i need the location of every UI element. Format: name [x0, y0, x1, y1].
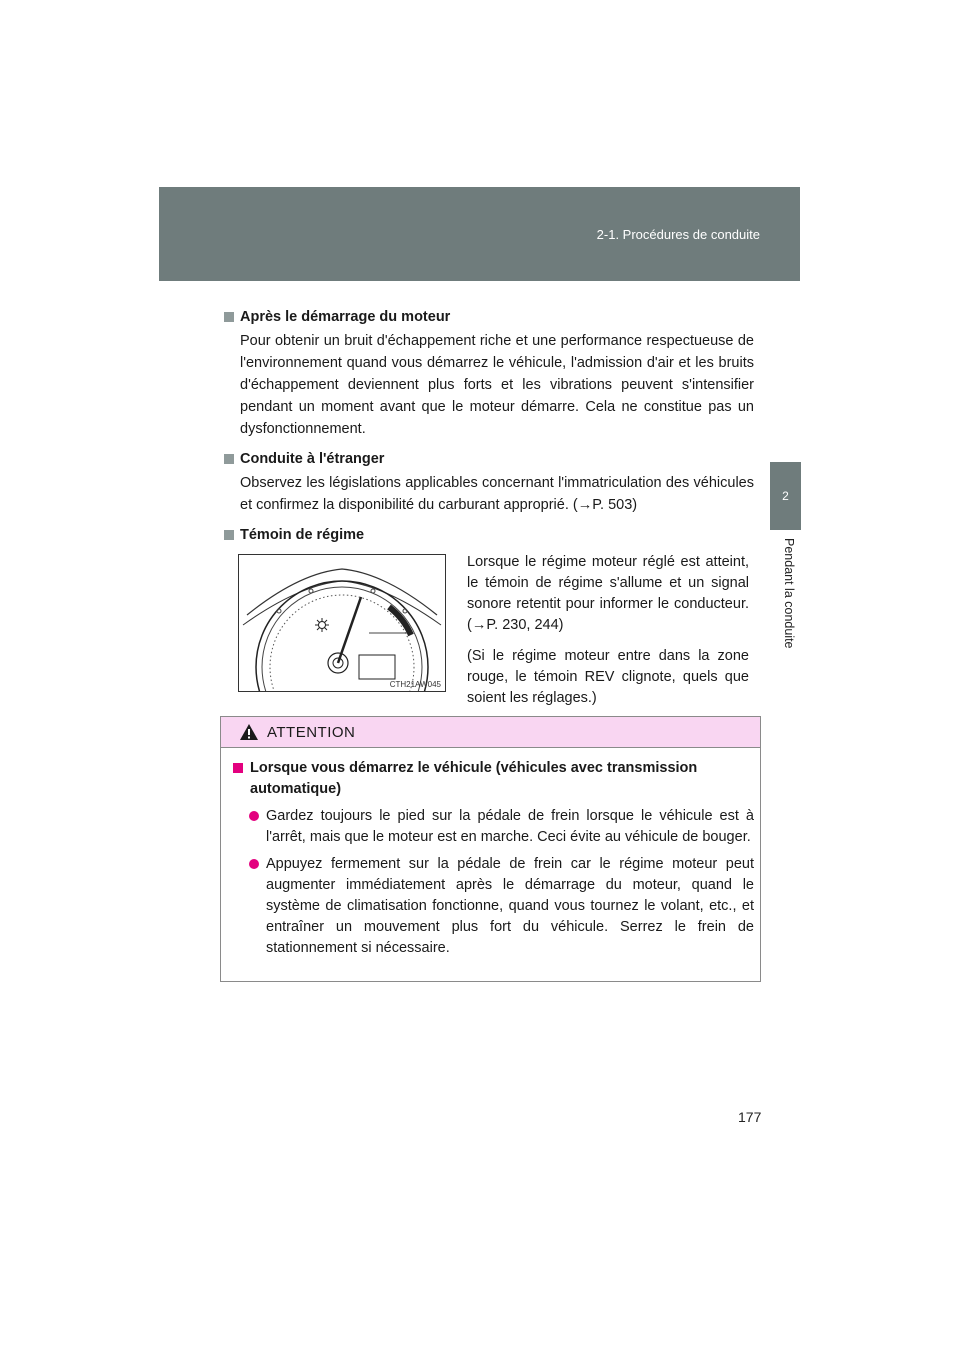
section-paragraph: Pour obtenir un bruit d'échappement riche et une performance respectueuse de l'environnement quand vous démarrez le véhicule, l'admission d'air et les bruits d'échappement deviennent plus forts et les vibrations peuvent s'intensifier pendant un moment avant que le moteur démarre. Cela ne constitue pas un dysfonctionnement. — [240, 333, 754, 437]
figure-caption — [467, 552, 749, 719]
figure-row — [224, 552, 754, 712]
chapter-label: Pendant la conduite — [782, 538, 796, 649]
section-heading-text: Après le démarrage du moteur — [240, 309, 451, 325]
attention-box — [220, 716, 761, 982]
attention-item — [249, 854, 754, 959]
figure-code: CTH21AW045 — [389, 680, 441, 689]
attention-heading-text: Lorsque vous démarrez le véhicule (véhicules avec transmission automatique) — [250, 760, 698, 797]
figure-paragraph: Lorsque le régime moteur réglé est atteint, le témoin de régime s'allume et un signal sonore retentit pour informer le conducteur. (→P. 230, 244) — [467, 554, 749, 633]
dot-bullet-icon — [249, 811, 259, 821]
square-bullet-icon — [233, 763, 243, 773]
chapter-number: 2 — [782, 489, 789, 503]
section-paragraph: Observez les législations applicables concernant l'immatriculation des véhicules et confirmez la disponibilité du carburant approprié. (→P. 503) — [240, 475, 754, 513]
attention-item-text: Gardez toujours le pied sur la pédale de frein lorsque le véhicule est à l'arrêt, mais que le moteur est en marche. Ceci évite au véhicule de bouger. — [266, 808, 754, 845]
section-heading — [224, 306, 754, 328]
attention-title: ATTENTION — [267, 723, 356, 741]
attention-header — [221, 717, 760, 748]
main-content — [224, 306, 754, 712]
chapter-tab — [770, 462, 801, 530]
square-bullet-icon — [224, 530, 234, 540]
figure-paragraph: (Si le régime moteur entre dans la zone rouge, le témoin REV clignote, quels que soient les réglages.) — [467, 648, 749, 706]
section-heading-text: Témoin de régime — [240, 527, 365, 543]
page-number: 177 — [738, 1109, 762, 1125]
square-bullet-icon — [224, 312, 234, 322]
attention-heading — [233, 758, 754, 800]
attention-item — [249, 806, 754, 848]
section-title: 2-1. Procédures de conduite — [596, 227, 760, 242]
dot-bullet-icon — [249, 859, 259, 869]
warning-triangle-icon — [239, 723, 259, 741]
attention-body — [221, 748, 760, 959]
square-bullet-icon — [224, 454, 234, 464]
section-heading-text: Conduite à l'étranger — [240, 451, 385, 467]
section-heading — [224, 448, 754, 470]
attention-item-text: Appuyez fermement sur la pédale de frein car le régime moteur peut augmenter immédiatement après le démarrage du moteur, quand le système de climatisation fonctionne, quand vous tournez le volant, etc., et entraîner un mouvement plus fort du véhicule. Serrez le frein de stationnement si nécessaire. — [266, 856, 754, 956]
header-bar — [159, 187, 800, 281]
tachometer-figure — [238, 554, 446, 692]
section-heading — [224, 524, 754, 546]
tachometer-illustration — [239, 555, 445, 691]
